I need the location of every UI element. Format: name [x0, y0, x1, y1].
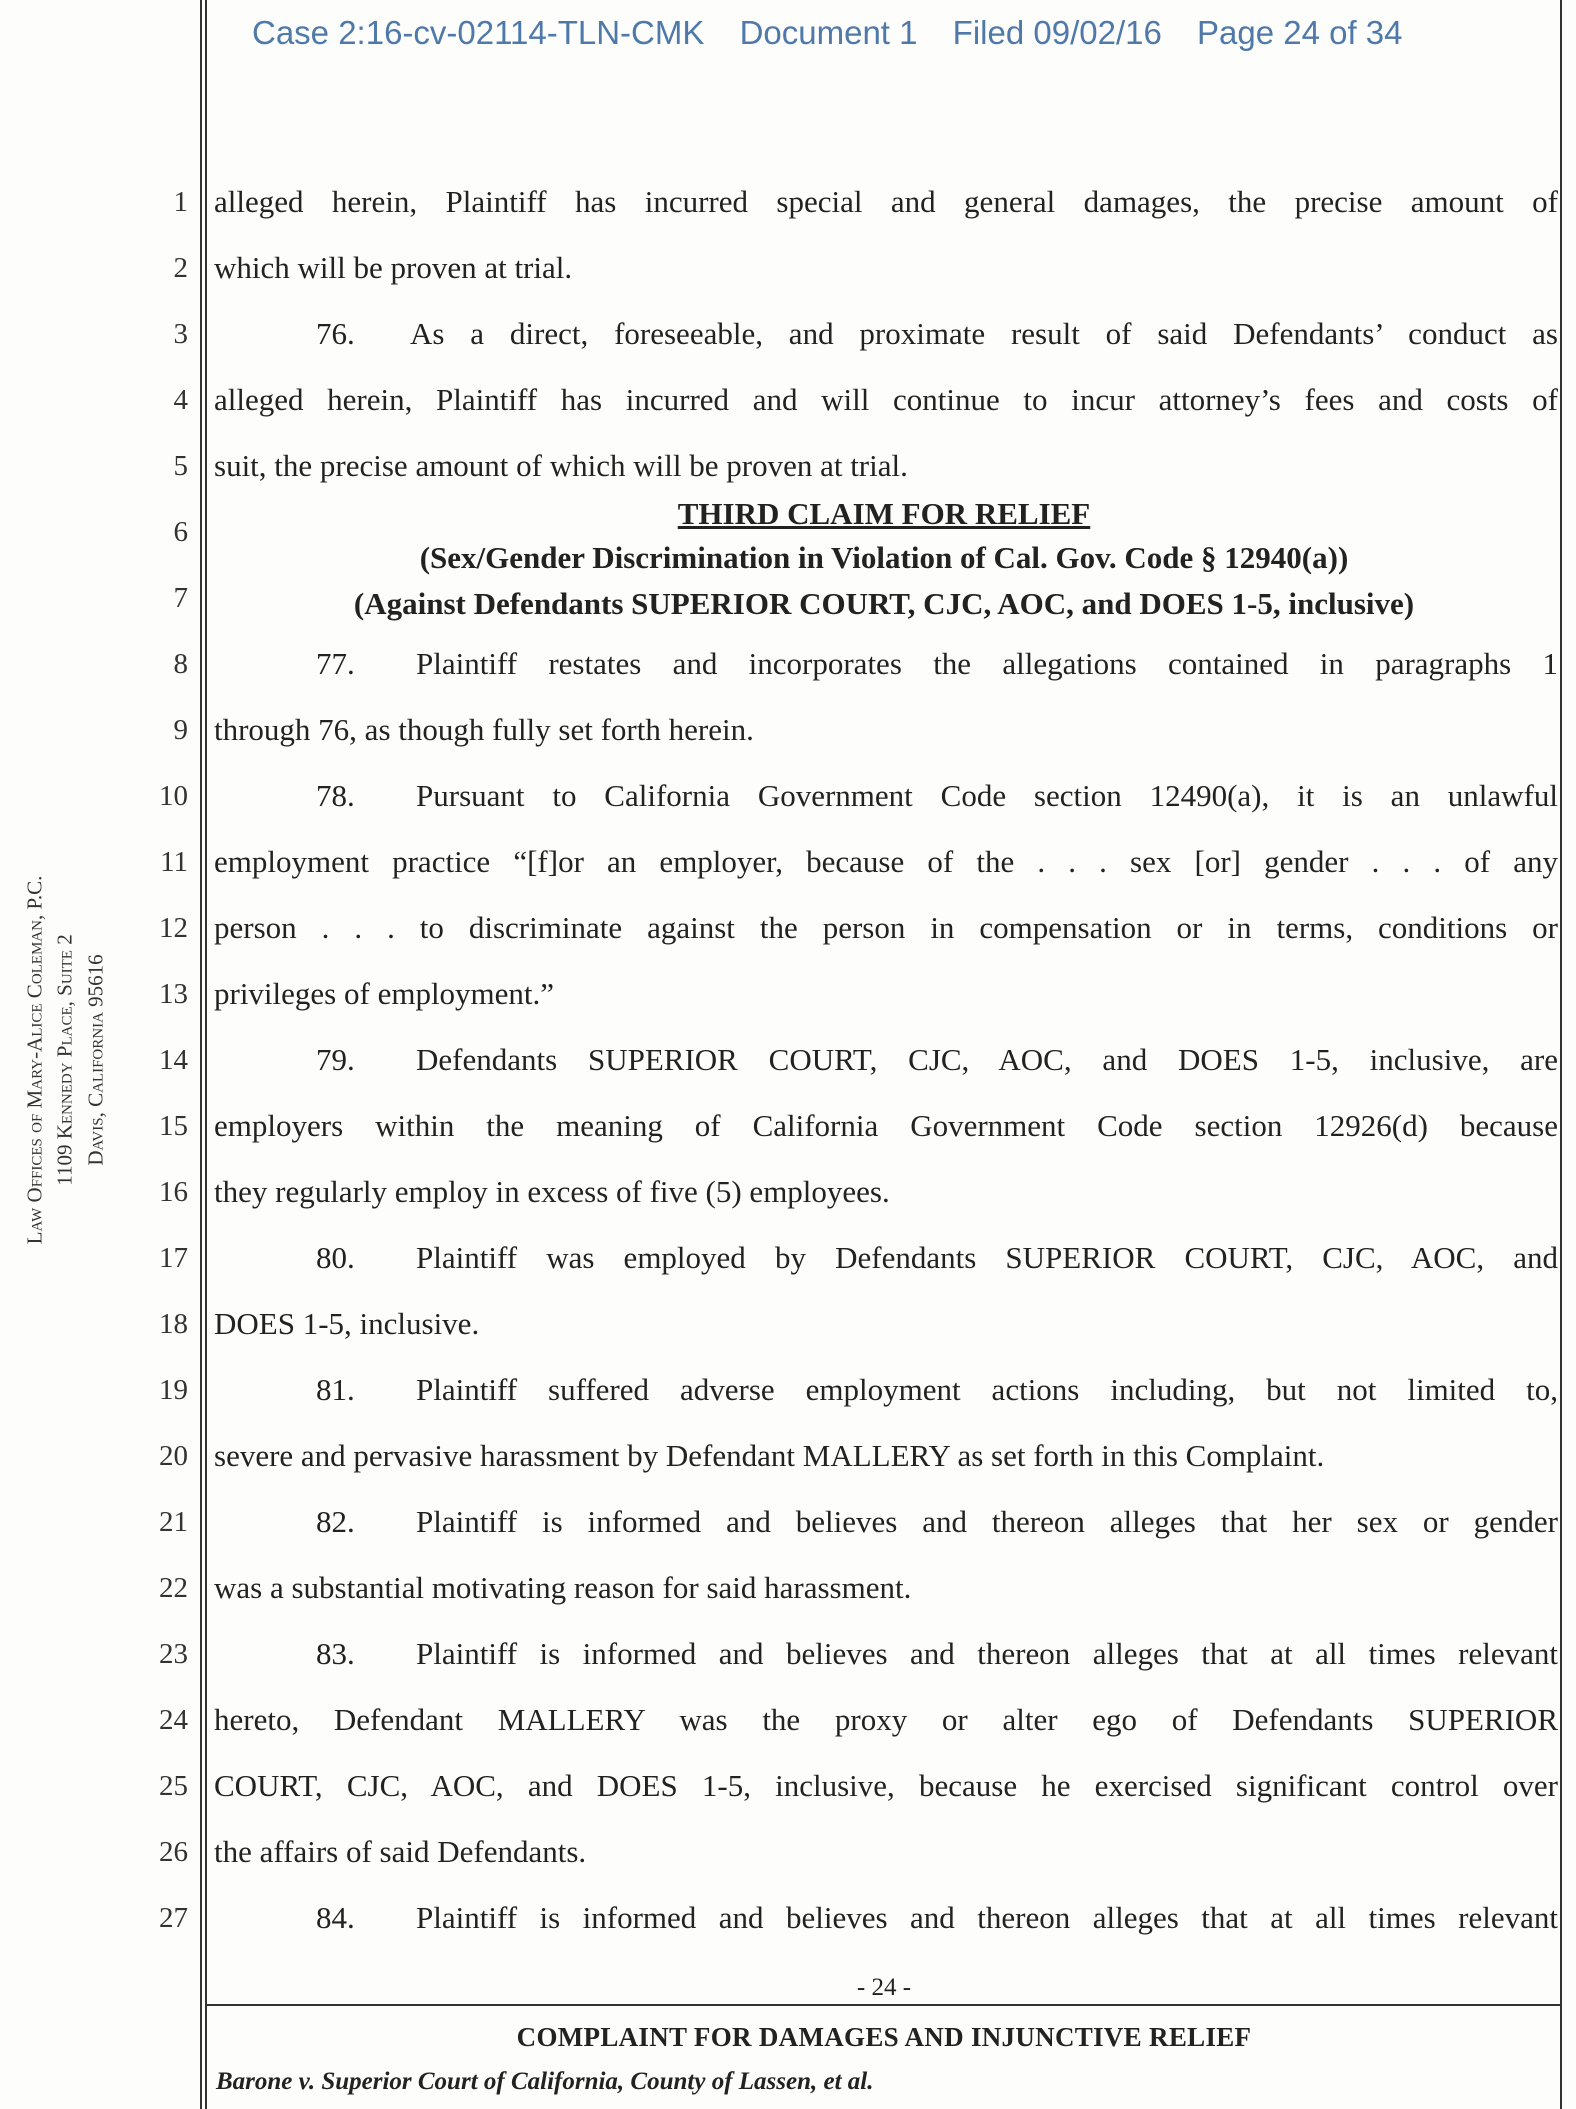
- page-count: Page 24 of 34: [1197, 14, 1403, 51]
- body-line: DOES 1-5, inclusive.: [214, 1306, 480, 1341]
- body-line: which will be proven at trial.: [214, 250, 573, 285]
- body-line: Plaintiff is informed and believes and thereon alleges that at all times relevant: [416, 1636, 1558, 1671]
- line-number: 20: [159, 1440, 188, 1472]
- body-line: through 76, as though fully set forth herein.: [214, 712, 754, 747]
- body-line: Plaintiff was employed by Defendants SUPERIOR COURT, CJC, AOC, and: [416, 1240, 1558, 1275]
- paragraph-76: [214, 318, 1558, 349]
- body-line: Plaintiff is informed and believes and thereon alleges that her sex or gender: [416, 1504, 1558, 1539]
- paragraph-83: [214, 1638, 1558, 1669]
- line-number: 11: [160, 846, 188, 878]
- body-line: Plaintiff is informed and believes and thereon alleges that at all times relevant: [416, 1900, 1558, 1935]
- line-number: 3: [173, 318, 188, 350]
- line-number: 9: [173, 714, 188, 746]
- line-number: 14: [159, 1044, 188, 1076]
- body-line: COURT, CJC, AOC, and DOES 1-5, inclusive, because he exercised significant control over: [214, 1768, 1558, 1803]
- line-number: 13: [159, 978, 188, 1010]
- line-number: 12: [159, 912, 188, 944]
- paragraph-78: [214, 780, 1558, 811]
- filed-date: Filed 09/02/16: [952, 14, 1162, 51]
- body-line: employers within the meaning of California Government Code section 12926(d) because: [214, 1108, 1558, 1143]
- body-line: employment practice “[f]or an employer, because of the . . . sex [or] gender . . . of any: [214, 844, 1558, 879]
- paragraph-77: [214, 648, 1558, 679]
- firm-name: Law Offices of Mary-Alice Coleman, P.C.: [22, 875, 47, 1245]
- body-line: suit, the precise amount of which will be proven at trial.: [214, 448, 908, 483]
- footer-rule: [206, 2004, 1562, 2006]
- right-margin-rule: [1560, 0, 1562, 2109]
- paragraph-number: 84.: [316, 1900, 355, 1935]
- paragraph-number: 78.: [316, 778, 355, 813]
- body-line: alleged herein, Plaintiff has incurred special and general damages, the precise amount of: [214, 184, 1558, 219]
- case-number: Case 2:16-cv-02114-TLN-CMK: [252, 14, 705, 51]
- line-number: 17: [159, 1242, 188, 1274]
- paragraph-number: 81.: [316, 1372, 355, 1407]
- body-line: was a substantial motivating reason for said harassment.: [214, 1570, 912, 1605]
- body-line: Defendants SUPERIOR COURT, CJC, AOC, and DOES 1-5, inclusive, are: [416, 1042, 1558, 1077]
- line-number: 22: [159, 1572, 188, 1604]
- line-number: 10: [159, 780, 188, 812]
- paragraph-number: 79.: [316, 1042, 355, 1077]
- claim-heading: THIRD CLAIM FOR RELIEF: [677, 496, 1091, 531]
- line-number: 18: [159, 1308, 188, 1340]
- line-number: 5: [173, 450, 188, 482]
- body-line: person . . . to discriminate against the person in compensation or in terms, conditions or: [214, 910, 1558, 945]
- body-line: hereto, Defendant MALLERY was the proxy or alter ego of Defendants SUPERIOR: [214, 1702, 1558, 1737]
- paragraph-number: 83.: [316, 1636, 355, 1671]
- line-number: 23: [159, 1638, 188, 1670]
- line-number: 19: [159, 1374, 188, 1406]
- body-line: they regularly employ in excess of five (5) employees.: [214, 1174, 890, 1209]
- left-margin-rule-inner: [205, 0, 207, 2109]
- body-line: Pursuant to California Government Code section 12490(a), it is an unlawful: [416, 778, 1558, 813]
- line-number: 6: [173, 516, 188, 548]
- claim-parties: (Against Defendants SUPERIOR COURT, CJC, AOC, and DOES 1-5, inclusive): [353, 586, 1415, 621]
- paragraph-number: 76.: [316, 316, 355, 351]
- body-line: alleged herein, Plaintiff has incurred and will continue to incur attorney’s fees and costs of: [214, 382, 1558, 417]
- firm-address-1: 1109 Kennedy Place, Suite 2: [52, 934, 77, 1186]
- line-number: 25: [159, 1770, 188, 1802]
- body-line: Plaintiff suffered adverse employment actions including, but not limited to,: [416, 1372, 1558, 1407]
- body-line: privileges of employment.”: [214, 976, 555, 1011]
- line-number: 4: [173, 384, 188, 416]
- footer-document-title: COMPLAINT FOR DAMAGES AND INJUNCTIVE RELIEF: [516, 2022, 1252, 2052]
- footer-case-caption: Barone v. Superior Court of California, County of Lassen, et al.: [216, 2068, 874, 2095]
- line-number: 21: [159, 1506, 188, 1538]
- paragraph-number: 77.: [316, 646, 355, 681]
- line-number: 1: [173, 186, 188, 218]
- page-number: - 24 -: [856, 1974, 912, 2001]
- paragraph-80: [214, 1242, 1558, 1273]
- line-number: 27: [159, 1902, 188, 1934]
- firm-address-2: Davis, California 95616: [83, 954, 108, 1166]
- left-margin-rule: [200, 0, 202, 2109]
- body-line: Plaintiff restates and incorporates the allegations contained in paragraphs 1: [416, 646, 1558, 681]
- firm-sidebar: [0, 0, 130, 2109]
- paragraph-number: 80.: [316, 1240, 355, 1275]
- paragraph-number: 82.: [316, 1504, 355, 1539]
- line-number: 26: [159, 1836, 188, 1868]
- line-number: 24: [159, 1704, 188, 1736]
- line-number: 16: [159, 1176, 188, 1208]
- claim-subheading: (Sex/Gender Discrimination in Violation of Cal. Gov. Code § 12940(a)): [419, 540, 1349, 575]
- paragraph-84: [214, 1902, 1558, 1933]
- line-number: 15: [159, 1110, 188, 1142]
- filing-header: [252, 14, 1429, 52]
- paragraph-82: [214, 1506, 1558, 1537]
- line-number: 8: [173, 648, 188, 680]
- paragraph-79: [214, 1044, 1558, 1075]
- line-number: 7: [173, 582, 188, 614]
- body-line: the affairs of said Defendants.: [214, 1834, 587, 1869]
- body-line: As a direct, foreseeable, and proximate result of said Defendants’ conduct as: [410, 316, 1558, 351]
- document-number: Document 1: [739, 14, 918, 51]
- line-number: 2: [173, 252, 188, 284]
- body-line: severe and pervasive harassment by Defendant MALLERY as set forth in this Complaint.: [214, 1438, 1325, 1473]
- paragraph-81: [214, 1374, 1558, 1405]
